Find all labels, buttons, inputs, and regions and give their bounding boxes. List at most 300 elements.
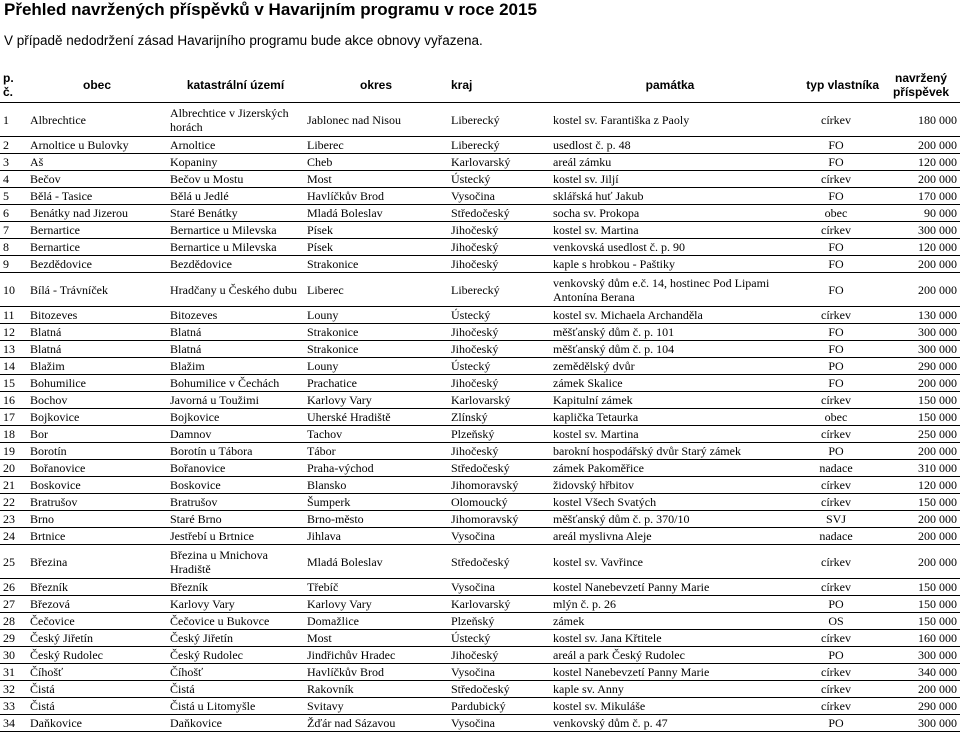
cell-prispevek: 200 000	[882, 681, 960, 698]
cell-num: 24	[0, 528, 27, 545]
table-row	[0, 409, 960, 426]
cell-typ: FO	[790, 273, 882, 307]
cell-typ: církev	[790, 171, 882, 188]
cell-pamatka: barokní hospodářský dvůr Starý zámek	[550, 443, 790, 460]
cell-okres: Písek	[304, 222, 448, 239]
table-row	[0, 392, 960, 409]
cell-obec: Bernartice	[27, 239, 167, 256]
cell-okres: Blansko	[304, 477, 448, 494]
cell-okres: Uherské Hradiště	[304, 409, 448, 426]
table-row	[0, 511, 960, 528]
table-row	[0, 256, 960, 273]
cell-typ: církev	[790, 307, 882, 324]
cell-num: 30	[0, 647, 27, 664]
cell-okres: Liberec	[304, 273, 448, 307]
cell-katastr: Blatná	[167, 341, 304, 358]
cell-obec: Aš	[27, 154, 167, 171]
cell-prispevek: 130 000	[882, 307, 960, 324]
cell-pamatka: areál a park Český Rudolec	[550, 647, 790, 664]
cell-katastr: Borotín u Tábora	[167, 443, 304, 460]
cell-obec: Bečov	[27, 171, 167, 188]
cell-prispevek: 120 000	[882, 477, 960, 494]
cell-katastr: Damnov	[167, 426, 304, 443]
cell-katastr: Jestřebí u Brtnice	[167, 528, 304, 545]
table-row	[0, 103, 960, 137]
cell-typ: PO	[790, 358, 882, 375]
cell-obec: Bořanovice	[27, 460, 167, 477]
cell-typ: církev	[790, 426, 882, 443]
cell-prispevek: 90 000	[882, 205, 960, 222]
cell-katastr: Bořanovice	[167, 460, 304, 477]
table-row	[0, 171, 960, 188]
cell-katastr: Karlovy Vary	[167, 596, 304, 613]
cell-katastr: Javorná u Toužimi	[167, 392, 304, 409]
cell-okres: Prachatice	[304, 375, 448, 392]
table-row	[0, 375, 960, 392]
cell-num: 15	[0, 375, 27, 392]
cell-num: 9	[0, 256, 27, 273]
cell-kraj: Liberecký	[448, 273, 550, 307]
cell-katastr: Bitozeves	[167, 307, 304, 324]
cell-obec: Bernartice	[27, 222, 167, 239]
cell-typ: OS	[790, 613, 882, 630]
table-row	[0, 647, 960, 664]
cell-pamatka: kostel sv. Jiljí	[550, 171, 790, 188]
cell-kraj: Jihočeský	[448, 324, 550, 341]
cell-kraj: Vysočina	[448, 579, 550, 596]
cell-kraj: Plzeňský	[448, 613, 550, 630]
cell-typ: obec	[790, 205, 882, 222]
table-row	[0, 613, 960, 630]
cell-prispevek: 170 000	[882, 188, 960, 205]
cell-katastr: Hradčany u Českého dubu	[167, 273, 304, 307]
cell-prispevek: 300 000	[882, 647, 960, 664]
contributions-table	[0, 68, 960, 732]
cell-obec: Čečovice	[27, 613, 167, 630]
cell-katastr: Čistá	[167, 681, 304, 698]
cell-typ: církev	[790, 579, 882, 596]
cell-prispevek: 200 000	[882, 137, 960, 154]
cell-katastr: Český Rudolec	[167, 647, 304, 664]
cell-prispevek: 200 000	[882, 511, 960, 528]
cell-okres: Mladá Boleslav	[304, 205, 448, 222]
table-row	[0, 715, 960, 732]
cell-okres: Louny	[304, 307, 448, 324]
cell-kraj: Jihočeský	[448, 375, 550, 392]
cell-obec: Blatná	[27, 341, 167, 358]
cell-typ: církev	[790, 392, 882, 409]
cell-obec: Bohumilice	[27, 375, 167, 392]
cell-pamatka: venkovský dům e.č. 14, hostinec Pod Lipami Antonína Berana	[550, 273, 790, 307]
table-row	[0, 630, 960, 647]
cell-pamatka: Kapitulní zámek	[550, 392, 790, 409]
cell-typ: církev	[790, 681, 882, 698]
cell-pamatka: měšťanský dům č. p. 104	[550, 341, 790, 358]
cell-katastr: Březina u Mnichova Hradiště	[167, 545, 304, 579]
cell-kraj: Karlovarský	[448, 392, 550, 409]
cell-num: 20	[0, 460, 27, 477]
cell-pamatka: usedlost č. p. 48	[550, 137, 790, 154]
cell-num: 26	[0, 579, 27, 596]
cell-okres: Strakonice	[304, 256, 448, 273]
table-row	[0, 307, 960, 324]
cell-kraj: Jihočeský	[448, 222, 550, 239]
cell-typ: SVJ	[790, 511, 882, 528]
cell-typ: FO	[790, 375, 882, 392]
cell-pamatka: kostel sv. Vavřince	[550, 545, 790, 579]
cell-obec: Bojkovice	[27, 409, 167, 426]
cell-pamatka: zemědělský dvůr	[550, 358, 790, 375]
col-header-prispevek: navržený příspěvek	[882, 68, 960, 103]
cell-pamatka: socha sv. Prokopa	[550, 205, 790, 222]
cell-num: 32	[0, 681, 27, 698]
cell-obec: Bělá - Tasice	[27, 188, 167, 205]
cell-prispevek: 300 000	[882, 715, 960, 732]
cell-prispevek: 150 000	[882, 494, 960, 511]
cell-prispevek: 290 000	[882, 698, 960, 715]
cell-obec: Blatná	[27, 324, 167, 341]
cell-pamatka: kostel sv. Farantiška z Paoly	[550, 103, 790, 137]
table-header-row	[0, 68, 960, 103]
cell-prispevek: 160 000	[882, 630, 960, 647]
cell-okres: Liberec	[304, 137, 448, 154]
cell-pamatka: kostel sv. Jana Křtitele	[550, 630, 790, 647]
cell-katastr: Blatná	[167, 324, 304, 341]
cell-obec: Čistá	[27, 681, 167, 698]
cell-prispevek: 300 000	[882, 324, 960, 341]
cell-prispevek: 290 000	[882, 358, 960, 375]
cell-prispevek: 310 000	[882, 460, 960, 477]
cell-kraj: Vysočina	[448, 188, 550, 205]
cell-katastr: Blažim	[167, 358, 304, 375]
cell-prispevek: 200 000	[882, 256, 960, 273]
cell-okres: Karlovy Vary	[304, 392, 448, 409]
cell-obec: Benátky nad Jizerou	[27, 205, 167, 222]
cell-prispevek: 150 000	[882, 392, 960, 409]
cell-num: 4	[0, 171, 27, 188]
cell-katastr: Arnoltice	[167, 137, 304, 154]
cell-num: 22	[0, 494, 27, 511]
cell-okres: Most	[304, 630, 448, 647]
cell-katastr: Bernartice u Milevska	[167, 239, 304, 256]
cell-typ: církev	[790, 545, 882, 579]
cell-kraj: Jihočeský	[448, 239, 550, 256]
cell-okres: Tachov	[304, 426, 448, 443]
cell-pamatka: kostel sv. Mikuláše	[550, 698, 790, 715]
cell-num: 19	[0, 443, 27, 460]
cell-okres: Jihlava	[304, 528, 448, 545]
cell-pamatka: sklářská huť Jakub	[550, 188, 790, 205]
cell-okres: Cheb	[304, 154, 448, 171]
cell-okres: Strakonice	[304, 341, 448, 358]
table-row	[0, 341, 960, 358]
table-row	[0, 698, 960, 715]
table-row	[0, 358, 960, 375]
cell-katastr: Bezdědovice	[167, 256, 304, 273]
cell-kraj: Plzeňský	[448, 426, 550, 443]
cell-num: 21	[0, 477, 27, 494]
table-row	[0, 273, 960, 307]
cell-pamatka: zámek Pakoměřice	[550, 460, 790, 477]
cell-okres: Praha-východ	[304, 460, 448, 477]
cell-okres: Tábor	[304, 443, 448, 460]
cell-num: 7	[0, 222, 27, 239]
cell-typ: PO	[790, 715, 882, 732]
cell-typ: PO	[790, 647, 882, 664]
cell-katastr: Bělá u Jedlé	[167, 188, 304, 205]
cell-kraj: Liberecký	[448, 137, 550, 154]
cell-obec: Bor	[27, 426, 167, 443]
table-row	[0, 664, 960, 681]
cell-num: 23	[0, 511, 27, 528]
cell-pamatka: kostel sv. Martina	[550, 222, 790, 239]
cell-obec: Albrechtice	[27, 103, 167, 137]
cell-num: 29	[0, 630, 27, 647]
cell-typ: FO	[790, 188, 882, 205]
cell-katastr: Bohumilice v Čechách	[167, 375, 304, 392]
cell-obec: Bílá - Trávníček	[27, 273, 167, 307]
cell-typ: církev	[790, 222, 882, 239]
cell-typ: církev	[790, 494, 882, 511]
cell-okres: Louny	[304, 358, 448, 375]
cell-okres: Most	[304, 171, 448, 188]
cell-prispevek: 120 000	[882, 239, 960, 256]
cell-okres: Domažlice	[304, 613, 448, 630]
cell-kraj: Ústecký	[448, 307, 550, 324]
cell-kraj: Ústecký	[448, 171, 550, 188]
col-header-katastr: katastrální území	[167, 68, 304, 103]
cell-katastr: Březník	[167, 579, 304, 596]
cell-pamatka: kostel sv. Michaela Archanděla	[550, 307, 790, 324]
cell-typ: FO	[790, 154, 882, 171]
col-header-okres: okres	[304, 68, 448, 103]
cell-kraj: Jihočeský	[448, 647, 550, 664]
cell-obec: Bratrušov	[27, 494, 167, 511]
cell-obec: Březová	[27, 596, 167, 613]
cell-okres: Mladá Boleslav	[304, 545, 448, 579]
table-row	[0, 188, 960, 205]
cell-obec: Březina	[27, 545, 167, 579]
cell-pamatka: zámek	[550, 613, 790, 630]
table-row	[0, 596, 960, 613]
cell-obec: Borotín	[27, 443, 167, 460]
table-row	[0, 681, 960, 698]
table-row	[0, 324, 960, 341]
cell-okres: Brno-město	[304, 511, 448, 528]
cell-obec: Daňkovice	[27, 715, 167, 732]
cell-kraj: Karlovarský	[448, 596, 550, 613]
cell-okres: Jablonec nad Nisou	[304, 103, 448, 137]
cell-prispevek: 300 000	[882, 341, 960, 358]
cell-kraj: Jihomoravský	[448, 511, 550, 528]
cell-num: 27	[0, 596, 27, 613]
table-row	[0, 460, 960, 477]
table-row	[0, 477, 960, 494]
cell-kraj: Vysočina	[448, 528, 550, 545]
cell-obec: Bezdědovice	[27, 256, 167, 273]
cell-obec: Boskovice	[27, 477, 167, 494]
cell-num: 28	[0, 613, 27, 630]
cell-num: 10	[0, 273, 27, 307]
cell-typ: církev	[790, 477, 882, 494]
col-header-num: p. č.	[0, 68, 27, 103]
cell-prispevek: 200 000	[882, 171, 960, 188]
cell-num: 16	[0, 392, 27, 409]
cell-prispevek: 200 000	[882, 443, 960, 460]
cell-katastr: Bojkovice	[167, 409, 304, 426]
cell-pamatka: zámek Skalice	[550, 375, 790, 392]
table-row	[0, 494, 960, 511]
cell-kraj: Vysočina	[448, 664, 550, 681]
cell-kraj: Zlínský	[448, 409, 550, 426]
cell-kraj: Jihočeský	[448, 256, 550, 273]
page-subtitle: V případě nedodržení zásad Havarijního programu bude akce obnovy vyřazena.	[4, 33, 483, 48]
col-header-typ: typ vlastníka	[790, 68, 882, 103]
cell-num: 18	[0, 426, 27, 443]
cell-okres: Rakovník	[304, 681, 448, 698]
col-header-obec: obec	[27, 68, 167, 103]
cell-pamatka: kaplička Tetaurka	[550, 409, 790, 426]
cell-prispevek: 340 000	[882, 664, 960, 681]
cell-okres: Třebíč	[304, 579, 448, 596]
cell-pamatka: kostel Nanebevzetí Panny Marie	[550, 579, 790, 596]
table-row	[0, 426, 960, 443]
cell-typ: FO	[790, 341, 882, 358]
table-row	[0, 545, 960, 579]
cell-kraj: Olomoucký	[448, 494, 550, 511]
cell-num: 25	[0, 545, 27, 579]
cell-typ: obec	[790, 409, 882, 426]
cell-katastr: Daňkovice	[167, 715, 304, 732]
cell-pamatka: venkovský dům č. p. 47	[550, 715, 790, 732]
cell-obec: Český Rudolec	[27, 647, 167, 664]
table-row	[0, 154, 960, 171]
cell-katastr: Boskovice	[167, 477, 304, 494]
cell-okres: Písek	[304, 239, 448, 256]
cell-okres: Žďár nad Sázavou	[304, 715, 448, 732]
cell-typ: FO	[790, 239, 882, 256]
table-row	[0, 443, 960, 460]
table-body	[0, 103, 960, 732]
cell-typ: nadace	[790, 528, 882, 545]
cell-num: 8	[0, 239, 27, 256]
cell-pamatka: areál myslivna Aleje	[550, 528, 790, 545]
cell-num: 2	[0, 137, 27, 154]
cell-num: 5	[0, 188, 27, 205]
cell-num: 1	[0, 103, 27, 137]
cell-katastr: Albrechtice v Jizerských horách	[167, 103, 304, 137]
cell-prispevek: 200 000	[882, 528, 960, 545]
cell-prispevek: 150 000	[882, 579, 960, 596]
cell-obec: Český Jiřetín	[27, 630, 167, 647]
cell-pamatka: židovský hřbitov	[550, 477, 790, 494]
cell-pamatka: kostel Nanebevzetí Panny Marie	[550, 664, 790, 681]
cell-prispevek: 150 000	[882, 596, 960, 613]
cell-obec: Bitozeves	[27, 307, 167, 324]
cell-typ: FO	[790, 137, 882, 154]
cell-okres: Havlíčkův Brod	[304, 664, 448, 681]
cell-obec: Bochov	[27, 392, 167, 409]
cell-num: 11	[0, 307, 27, 324]
cell-num: 14	[0, 358, 27, 375]
cell-typ: církev	[790, 698, 882, 715]
cell-kraj: Středočeský	[448, 205, 550, 222]
cell-obec: Brno	[27, 511, 167, 528]
table-row	[0, 579, 960, 596]
cell-typ: církev	[790, 664, 882, 681]
cell-num: 17	[0, 409, 27, 426]
cell-kraj: Jihočeský	[448, 341, 550, 358]
cell-kraj: Karlovarský	[448, 154, 550, 171]
cell-prispevek: 200 000	[882, 545, 960, 579]
cell-okres: Karlovy Vary	[304, 596, 448, 613]
cell-okres: Strakonice	[304, 324, 448, 341]
cell-typ: PO	[790, 596, 882, 613]
cell-obec: Arnoltice u Bulovky	[27, 137, 167, 154]
cell-katastr: Český Jiřetín	[167, 630, 304, 647]
cell-pamatka: venkovská usedlost č. p. 90	[550, 239, 790, 256]
cell-obec: Čistá	[27, 698, 167, 715]
table-row	[0, 205, 960, 222]
cell-prispevek: 200 000	[882, 375, 960, 392]
cell-katastr: Bratrušov	[167, 494, 304, 511]
table-row	[0, 528, 960, 545]
cell-prispevek: 250 000	[882, 426, 960, 443]
cell-okres: Jindřichův Hradec	[304, 647, 448, 664]
cell-okres: Šumperk	[304, 494, 448, 511]
table-row	[0, 137, 960, 154]
table-row	[0, 239, 960, 256]
cell-okres: Svitavy	[304, 698, 448, 715]
cell-prispevek: 200 000	[882, 273, 960, 307]
cell-typ: nadace	[790, 460, 882, 477]
cell-kraj: Vysočina	[448, 715, 550, 732]
cell-num: 6	[0, 205, 27, 222]
col-header-kraj: kraj	[448, 68, 550, 103]
cell-katastr: Bernartice u Milevska	[167, 222, 304, 239]
cell-kraj: Středočeský	[448, 681, 550, 698]
cell-pamatka: areál zámku	[550, 154, 790, 171]
cell-typ: FO	[790, 256, 882, 273]
cell-obec: Číhošť	[27, 664, 167, 681]
cell-pamatka: kaple sv. Anny	[550, 681, 790, 698]
cell-katastr: Staré Brno	[167, 511, 304, 528]
cell-num: 13	[0, 341, 27, 358]
cell-typ: PO	[790, 443, 882, 460]
cell-obec: Brtnice	[27, 528, 167, 545]
cell-katastr: Kopaniny	[167, 154, 304, 171]
cell-katastr: Číhošť	[167, 664, 304, 681]
cell-prispevek: 300 000	[882, 222, 960, 239]
cell-pamatka: mlýn č. p. 26	[550, 596, 790, 613]
cell-prispevek: 120 000	[882, 154, 960, 171]
cell-katastr: Čistá u Litomyšle	[167, 698, 304, 715]
cell-typ: církev	[790, 630, 882, 647]
cell-num: 12	[0, 324, 27, 341]
cell-num: 33	[0, 698, 27, 715]
table-row	[0, 222, 960, 239]
cell-prispevek: 150 000	[882, 409, 960, 426]
cell-obec: Březník	[27, 579, 167, 596]
cell-pamatka: kaple s hrobkou - Paštiky	[550, 256, 790, 273]
cell-typ: FO	[790, 324, 882, 341]
cell-obec: Blažim	[27, 358, 167, 375]
cell-typ: církev	[790, 103, 882, 137]
cell-katastr: Bečov u Mostu	[167, 171, 304, 188]
cell-okres: Havlíčkův Brod	[304, 188, 448, 205]
cell-kraj: Ústecký	[448, 630, 550, 647]
col-header-pamatka: památka	[550, 68, 790, 103]
